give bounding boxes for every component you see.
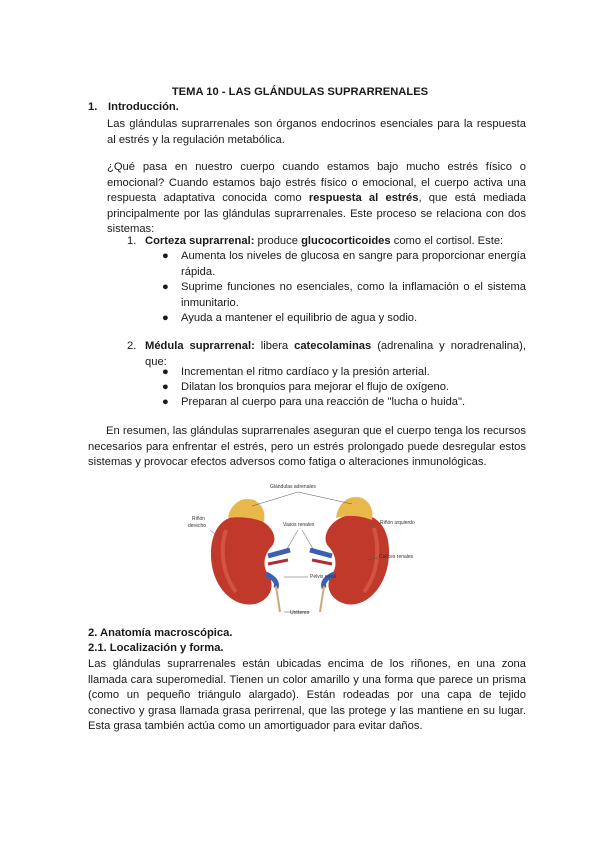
label-pelvis-renal: Pelvis renal — [310, 574, 336, 580]
bullet-text: Dilatan los bronquios para mejorar el flujo de oxígeno. — [181, 381, 450, 393]
bullet-dot: ● — [162, 396, 169, 408]
bullet-item — [162, 395, 526, 411]
ureter-left — [320, 586, 324, 612]
label-ureteres: Uréteres — [290, 610, 310, 616]
section-number: 1. — [88, 101, 98, 113]
page-title: TEMA 10 - LAS GLÁNDULAS SUPRARRENALES — [171, 86, 429, 98]
bullet-dot: ● — [162, 381, 169, 393]
list-item-corteza — [145, 234, 526, 250]
list-item-bold-term: catecolaminas — [294, 340, 372, 352]
location-paragraph — [88, 657, 526, 735]
renal-vein-right — [268, 550, 290, 556]
summary-paragraph: En resumen, las glándulas suprarrenales aseguran que el cuerpo tenga los recursos necesarios para enfrentar el estrés, pero un estrés prolongado puede desregular estos sistemas y provocar efectos adversos como fatiga o alteraciones inmunológicas. — [88, 425, 526, 469]
subsection-heading-localizacion: 2.1. Localización y forma. — [88, 642, 224, 654]
label-vasos-renales: Vasos renales — [283, 522, 315, 528]
bullet-dot: ● — [162, 366, 169, 378]
bullet-item — [162, 280, 526, 311]
bullet-dot: ● — [162, 312, 169, 324]
right-kidney — [211, 516, 274, 605]
list-item-bold-term: glucocorticoides — [301, 235, 391, 247]
question-text-end: , que está mediada principalmente por las glándulas suprarrenales. Este proceso se relaciona con dos sistemas: — [107, 192, 526, 236]
list-item-text: (adrenalina y noradrenalina), que: — [145, 340, 526, 368]
location-text: Las glándulas suprarrenales están ubicadas encima de los riñones, en una zona llamada cara superomedial. Tienen un color amarillo y una forma que parece un prisma (como un pequeño triángulo alargado). Están rodeadas por una capa de tejido conectivo y grasa llamada grasa perirrenal, que las protege y las mantiene en su lugar. Esta grasa también actúa como un amortiguador para evitar daños. — [88, 658, 526, 733]
question-bold-term: respuesta al estrés — [308, 192, 419, 205]
bullet-dot: ● — [162, 250, 169, 262]
renal-artery-right — [268, 560, 288, 564]
label-calices-renales: Cálices renales — [379, 554, 414, 560]
bullet-item — [162, 249, 526, 280]
label-rinon-derecho-2: derecho — [188, 523, 207, 529]
label-rinon-derecho: Riñón — [192, 516, 206, 522]
question-text-start: ¿Qué pasa en nuestro cuerpo cuando estamos bajo mucho estrés físico o emocional? Cuando estamos bajo estrés físico o emocional, el cuerpo activa una respuesta adaptativa conocida como — [107, 161, 526, 205]
label-glandulas-adrenales: Glándulas adrenales — [270, 484, 316, 490]
bullet-item — [162, 311, 526, 327]
section-title: Introducción. — [108, 101, 179, 113]
intro-paragraph: Las glándulas suprarrenales son órganos endocrinos esenciales para la respuesta al estrés y la regulación metabólica. — [107, 118, 526, 146]
bullet-item — [162, 380, 526, 396]
bullet-text: Suprime funciones no esenciales, como la inflamación o el sistema inmunitario. — [181, 281, 526, 309]
bullet-text: Aumenta los niveles de glucosa en sangre para proporcionar energía rápida. — [181, 250, 526, 278]
list-item-label: Corteza suprarrenal: — [145, 235, 255, 247]
ureter-right — [276, 586, 280, 612]
label-rinon-izquierdo: Riñón izquierdo — [380, 520, 415, 526]
list-item-text: como el cortisol. Este: — [390, 235, 504, 247]
section-heading-anatomia: 2. Anatomía macroscópica. — [88, 627, 233, 639]
list-item-label: Médula suprarrenal: — [145, 340, 255, 352]
bullet-item — [162, 365, 526, 381]
bullet-dot: ● — [162, 281, 169, 293]
renal-artery-left — [312, 560, 332, 564]
kidney-adrenal-diagram — [180, 478, 420, 618]
list-item-text: libera — [254, 340, 295, 352]
list-number-1: 1. — [127, 235, 137, 247]
bullet-text: Preparan al cuerpo para una reacción de "lucha o huida". — [181, 396, 466, 408]
section-heading-introduccion — [88, 101, 179, 113]
list-item-text: produce — [254, 235, 302, 247]
question-paragraph — [107, 160, 526, 238]
list-number-2: 2. — [127, 340, 137, 352]
bullet-text: Ayuda a mantener el equilibrio de agua y sodio. — [181, 312, 418, 324]
bullet-text: Incrementan el ritmo cardíaco y la presión arterial. — [181, 366, 430, 378]
renal-vein-left — [310, 550, 332, 556]
